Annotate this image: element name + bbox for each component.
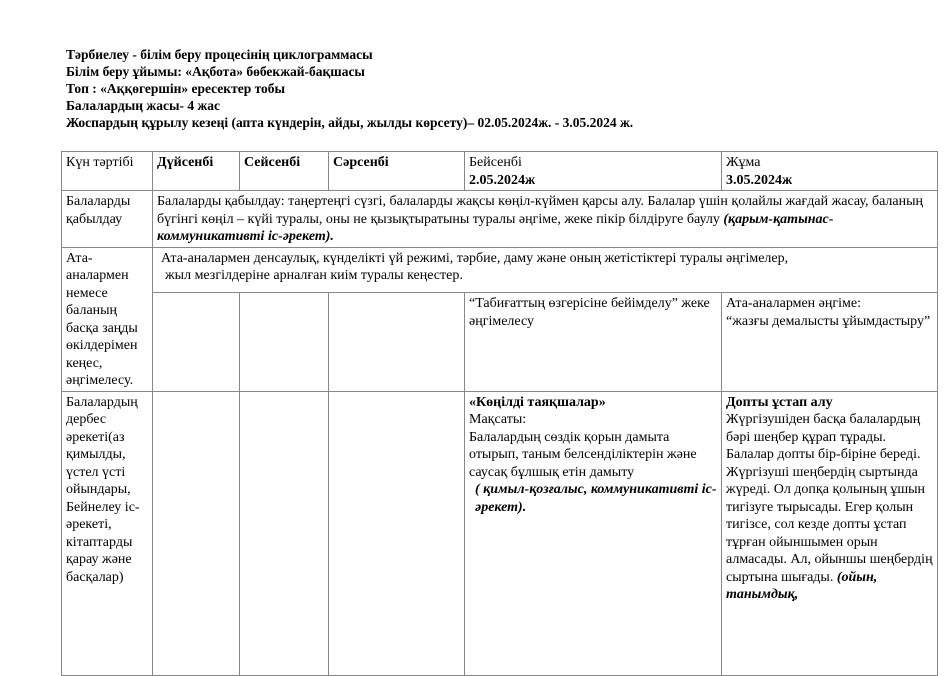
header-age: Балалардың жасы- 4 жас [66, 98, 221, 113]
activity-thursday-cell [465, 391, 722, 675]
activity-tuesday-cell [240, 391, 329, 675]
header-thursday-label: Бейсенбі [469, 155, 522, 170]
header-routine-label: Күн тәртібі [66, 155, 134, 170]
header-cell-wednesday [329, 152, 465, 191]
table-row-parents-general [62, 247, 938, 293]
reception-text-cell [153, 191, 938, 248]
activity-thursday-title: «Көңілді таяқшалар» [469, 394, 606, 410]
reception-text: Балаларды қабылдау: таңертеңгі сүзгі, балаларды жақсы көңіл-күймен қарсы алу. Балалар үшін қолайлы жағдай жасау, баланың бүгінгі көңіл – күйі туралы, оны не қызықтыратыны туралы әңгіме, жеке пікір білдіруге баулу [157, 194, 923, 227]
activity-friday-text: Жүргізушіден басқа балалардың бәрі шеңбер құрап тұрады. Балалар допты бір-біріне береді. Жүргізуші шеңбердің сыртында жүреді. Ол допқа қолының ұшын тигізуге тырысады. Егер қолын тигізсе, сол кезде допты ұстап тұрған ойыншымен орын алмасады. Ал, ойыншы шеңбердің сыртына шығады. [726, 412, 933, 585]
parents-text-cell [153, 247, 938, 293]
activity-wednesday-cell [329, 391, 465, 675]
header-cell-monday [153, 152, 240, 191]
cyclogram-table [61, 151, 938, 676]
parents-wednesday-cell [329, 293, 465, 391]
header-title: Тәрбиелеу - білім беру процесінің циклограммасы [66, 47, 373, 62]
reception-label: Балаларды қабылдау [66, 194, 131, 227]
activity-label: Балалардың дербес әрекеті(аз қимылды, үстел үсті ойындары, Бейнелеу іс- әрекеті, кітаптарды қарау және басқалар) [66, 394, 140, 585]
header-wednesday-label: Сәрсенбі [333, 155, 389, 170]
header-period: Жоспардың құрылу кезеңі (апта күндерін, айды, жылды көрсету)– 02.05.2024ж. - 3.05.2024 ж. [66, 115, 634, 130]
table-row-reception [62, 191, 938, 248]
parents-friday-line2: “жазғы демалысты ұйымдастыру” [726, 313, 931, 329]
header-friday-label: Жұма [726, 155, 761, 170]
table-header-row [62, 152, 938, 191]
header-monday-label: Дүйсенбі [157, 155, 214, 170]
parents-friday-line1: Ата-аналармен әңгіме: [726, 296, 861, 312]
header-thursday-date: 2.05.2024ж [469, 172, 536, 188]
activity-thursday-goal-label: Мақсаты: [469, 412, 527, 427]
header-cell-tuesday [240, 152, 329, 191]
activity-friday-tag: (ойын, танымдық, [726, 569, 878, 602]
parents-friday-cell [722, 293, 938, 391]
activity-thursday-tag: ( қимыл-қозғалыс, коммуникативті іс-әрекет). [475, 482, 717, 515]
parents-monday-cell [153, 293, 240, 391]
parents-label-cell [62, 247, 153, 391]
parents-thursday-text: “Табиғаттың өзгерісіне бейімделу” жеке әңгімелесу [469, 296, 710, 329]
parents-text-line2: жыл мезгілдеріне арналған киім туралы кеңестер. [165, 268, 463, 283]
parents-label: Ата-аналармен немесе баланың басқа заңды өкілдерімен кеңес, әңгімелесу. [66, 250, 138, 388]
header-cell-thursday [465, 152, 722, 191]
document-header [66, 46, 926, 131]
activity-friday-cell [722, 391, 938, 675]
activity-label-cell [62, 391, 153, 675]
header-cell-routine [62, 152, 153, 191]
table-row-parents-daily [62, 293, 938, 391]
header-organization: Білім беру ұйымы: «Ақбота» бөбекжай-бақшасы [66, 64, 365, 79]
parents-tuesday-cell [240, 293, 329, 391]
reception-activity-tag: (қарым-қатынас-коммуникативті іс-әрекет). [157, 211, 834, 244]
activity-friday-title: Допты ұстап алу [726, 394, 833, 410]
parents-text-line1: Ата-аналармен денсаулық, күнделікті үй режимі, тәрбие, даму және оның жетістіктері туралы әңгімелер, [161, 250, 789, 266]
header-tuesday-label: Сейсенбі [244, 155, 301, 170]
header-cell-friday [722, 152, 938, 191]
parents-thursday-cell [465, 293, 722, 391]
table-row-activity [62, 391, 938, 675]
activity-thursday-goal: Балалардың сөздік қорын дамыта отырып, таным белсенділіктерін және саусақ бұлшық етін дамыту [469, 429, 697, 480]
header-friday-date: 3.05.2024ж [726, 172, 793, 188]
header-group: Топ : «Аққөгершін» ересектер тобы [66, 81, 286, 96]
activity-monday-cell [153, 391, 240, 675]
reception-label-cell [62, 191, 153, 248]
